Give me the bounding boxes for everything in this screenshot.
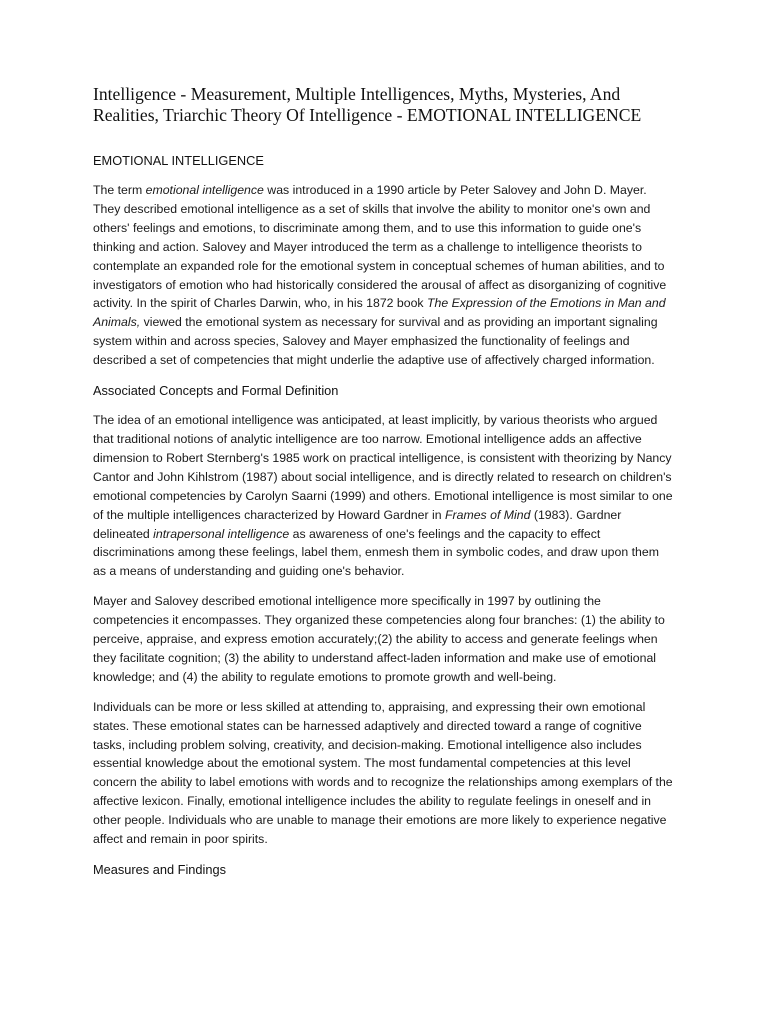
document-page xyxy=(93,84,673,890)
paragraph-four-branches: Mayer and Salovey described emotional intelligence more specifically in 1997 by outlining the competencies it encompasses. They organized these competencies along four branches: (1) the ability to perceive, appraise, and express emotion accurately;(2) the ability to access and generate feelings when they facilitate cognition; (3) the ability to understand affect-laden information and make use of emotional knowledge; and (4) the ability to regulate emotions to promote growth and well-being. xyxy=(93,594,665,684)
section-heading-associated-concepts: Associated Concepts and Formal Definition xyxy=(93,383,339,399)
document-title: Intelligence - Measurement, Multiple Intelligences, Myths, Mysteries, And Realities, Triarchic Theory Of Intelligence - EMOTIONAL INTELLIGENCE xyxy=(93,84,642,125)
paragraph-introduction: The term emotional intelligence was introduced in a 1990 article by Peter Salovey and John D. Mayer. They described emotional intelligence as a set of skills that involve the ability to monitor one's own and others' feelings and emotions, to discriminate among them, and to use this information to guide one's thinking and action. Salovey and Mayer introduced the term as a challenge to intelligence theorists to contemplate an expanded role for the emotional system in conceptual schemes of human abilities, and to investigators of emotion who had historically considered the arousal of affect as disorganizing of cognitive activity. In the spirit of Charles Darwin, who, in his 1872 book The Expression of the Emotions in Man and Animals, viewed the emotional system as necessary for survival and as providing an important signaling system within and across species, Salovey and Mayer emphasized the functionality of feelings and described a set of competencies that might underlie the adaptive use of affectively charged information. xyxy=(93,183,667,368)
section-heading-measures-findings: Measures and Findings xyxy=(93,862,227,877)
paragraph-associated-concepts: The idea of an emotional intelligence was anticipated, at least implicitly, by various theorists who argued that traditional notions of analytic intelligence are too narrow. Emotional intelligence adds an affective dimension to Robert Sternberg's 1985 work on practical intelligence, is consistent with theorizing by Nancy Cantor and John Kihlstrom (1987) about social intelligence, and is directly related to research on children's emotional competencies by Carolyn Saarni (1999) and others. Emotional intelligence is most similar to one of the multiple intelligences characterized by Howard Gardner in Frames of Mind (1983). Gardner delineated intrapersonal intelligence as awareness of one's feelings and the capacity to effect discriminations among these feelings, label them, enmesh them in symbolic codes, and draw upon them as a means of understanding and guiding one's behavior. xyxy=(93,413,673,579)
section-heading-emotional-intelligence: EMOTIONAL INTELLIGENCE xyxy=(93,153,264,168)
paragraph-individual-skills: Individuals can be more or less skilled at attending to, appraising, and expressing their own emotional states. These emotional states can be harnessed adaptively and directed toward a range of cognitive tasks, including problem solving, creativity, and decision-making. Emotional intelligence also includes essential knowledge about the emotional system. The most fundamental competencies at this level concern the ability to label emotions with words and to recognize the relationships among exemplars of the affective lexicon. Finally, emotional intelligence includes the ability to regulate feelings in oneself and in other people. Individuals who are unable to manage their emotions are more likely to experience negative affect and remain in poor spirits. xyxy=(93,699,673,847)
